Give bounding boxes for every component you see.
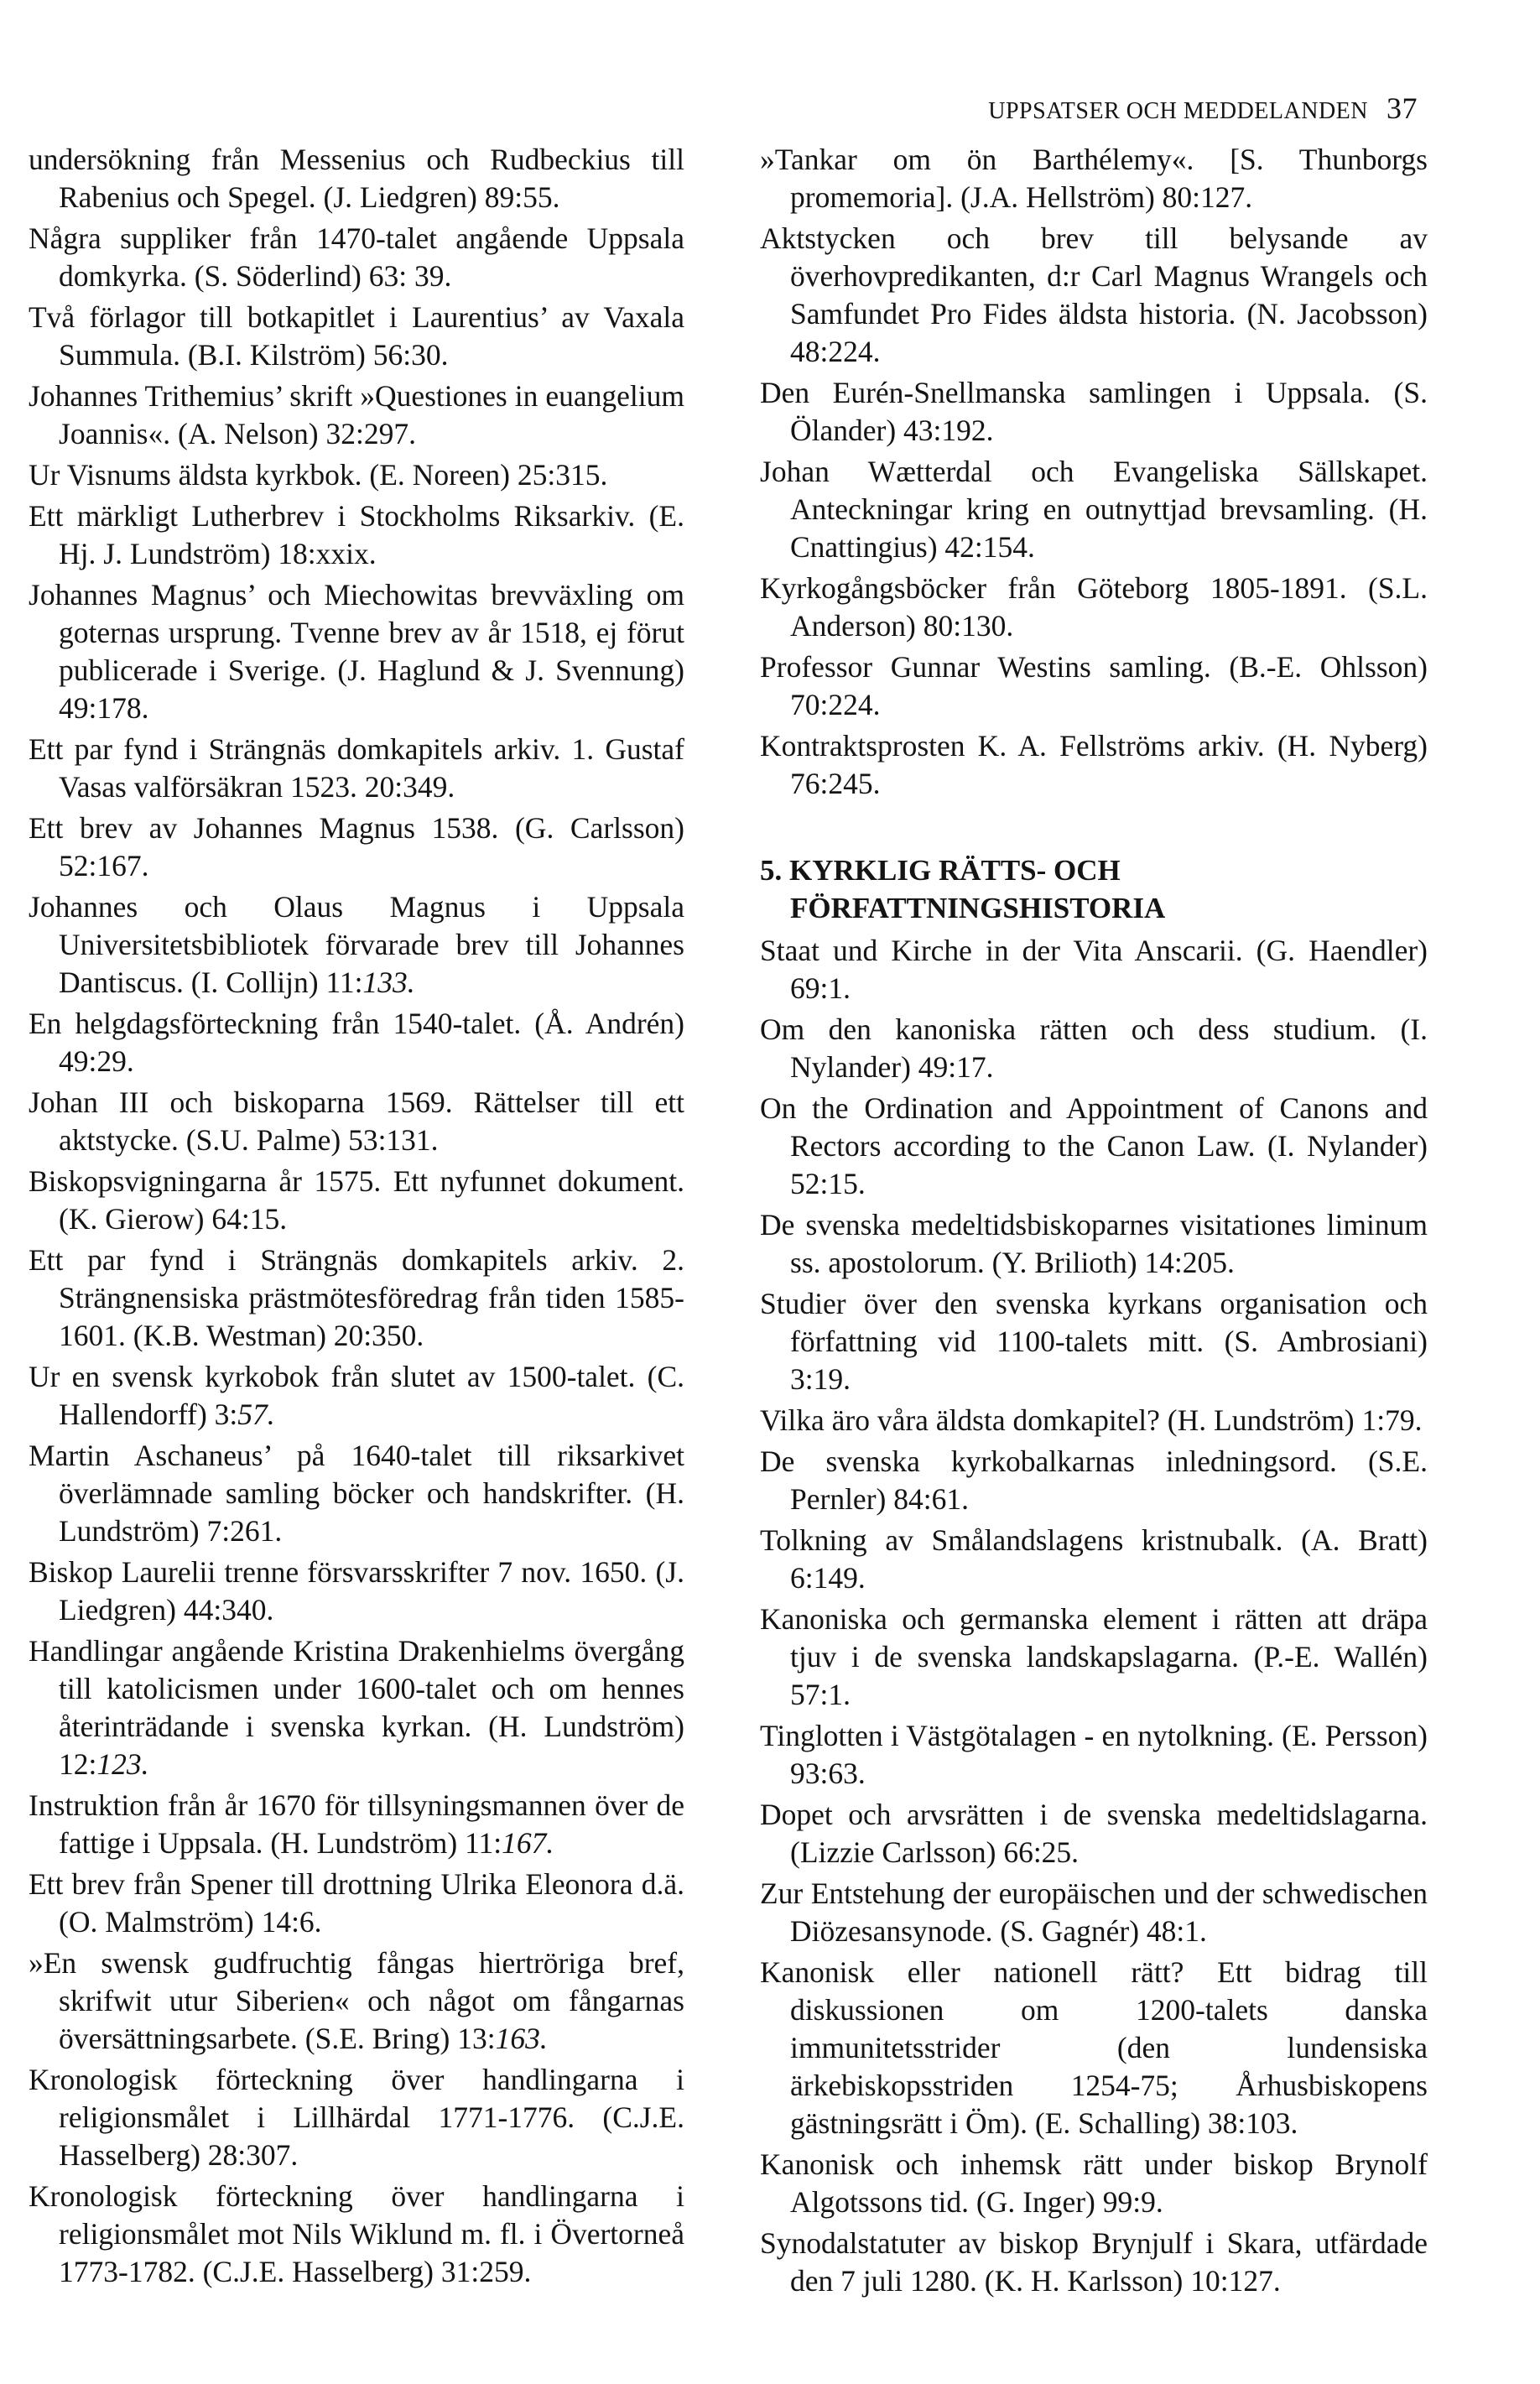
entry-page-italic: 133.: [362, 966, 415, 999]
bibliography-entry: [29, 576, 684, 727]
entry-page-italic: 167.: [502, 1826, 554, 1860]
entry-text: Kanonisk eller nationell rätt? Ett bidrag till diskussionen om 1200-talets danska immunitetsstrider (den lundensiska ärkebiskopsstriden 1254-75; Århusbiskopens gästningsrätt i Öm). (E. Schalling) 38:103.: [760, 1955, 1428, 2140]
bibliography-entry: [760, 648, 1428, 724]
section-heading: 5. KYRKLIG RÄTTS- OCH FÖRFATTNINGSHISTORIA: [760, 854, 1166, 924]
entry-text: Johannes Trithemius’ skrift »Questiones in euangelium Joannis«. (A. Nelson) 32:297.: [29, 379, 684, 450]
entry-text: Synodalstatuter av biskop Brynjulf i Skara, utfärdade den 7 juli 1280. (K. H. Karlsson) 10:127.: [760, 2226, 1428, 2298]
bibliography-entry: [760, 1717, 1428, 1793]
entry-text: »En swensk gudfruchtig fångas hiertröriga bref, skrifwit utur Siberien« och något om fångarnas översättningsarbete. (S.E. Bring) 13:: [29, 1946, 684, 2055]
entry-text: Zur Entstehung der europäischen und der schwedischen Diözesansynode. (S. Gagnér) 48:1.: [760, 1876, 1428, 1948]
entry-text: On the Ordination and Appointment of Canons and Rectors according to the Canon Law. (I. Nylander) 52:15.: [760, 1091, 1428, 1200]
entry-text: Ur Visnums äldsta kyrkbok. (E. Noreen) 25:315.: [29, 458, 608, 492]
running-header: [0, 91, 1418, 126]
entry-text: Tolkning av Smålandslagens kristnubalk. (A. Bratt) 6:149.: [760, 1523, 1428, 1595]
entry-text: Två förlagor till botkapitlet i Laurentius’ av Vaxala Summula. (B.I. Kilström) 56:30.: [29, 300, 684, 372]
bibliography-entry: [760, 2146, 1428, 2221]
bibliography-entry: [760, 1954, 1428, 2142]
entry-text: Tinglotten i Västgötalagen - en nytolkning. (E. Persson) 93:63.: [760, 1719, 1428, 1790]
entry-text: Johannes Magnus’ och Miechowitas brevväxling om goternas ursprung. Tvenne brev av år 1518, ej förut publicerade i Sverige. (J. Haglund & J. Svennung) 49:178.: [29, 578, 684, 725]
entry-text: Staat und Kirche in der Vita Anscarii. (G. Haendler) 69:1.: [760, 934, 1428, 1005]
entry-text: En helgdagsförteckning från 1540-talet. (Å. Andrén) 49:29.: [29, 1007, 684, 1078]
entry-text: Ett brev av Johannes Magnus 1538. (G. Carlsson) 52:167.: [29, 811, 684, 882]
entry-text: Kronologisk förteckning över handlingarna i religionsmålet mot Nils Wiklund m. fl. i Övertorneå 1773-1782. (C.J.E. Hasselberg) 31:259.: [29, 2179, 684, 2288]
entry-text: Martin Aschaneus’ på 1640-talet till riksarkivet överlämnade samling böcker och handskrifter. (H. Lundström) 7:261.: [29, 1439, 684, 1548]
right-column: [760, 141, 1428, 2303]
bibliography-entry: [760, 932, 1428, 1007]
bibliography-entry: [760, 1402, 1428, 1439]
entry-text: Ett par fynd i Strängnäs domkapitels arkiv. 2. Strängnensiska prästmötesföredrag från tiden 1585-1601. (K.B. Westman) 20:350.: [29, 1243, 684, 1352]
right-column-entries: [760, 141, 1428, 803]
bibliography-entry: [29, 141, 684, 216]
bibliography-entry: [760, 453, 1428, 566]
entry-text: Några suppliker från 1470-talet angående Uppsala domkyrka. (S. Söderlind) 63: 39.: [29, 221, 684, 293]
entry-text: Aktstycken och brev till belysande av överhovpredikanten, d:r Carl Magnus Wrangels och Samfundet Pro Fides äldsta historia. (N. Jacobsson) 48:224.: [760, 221, 1428, 368]
bibliography-entry: [29, 456, 684, 494]
bibliography-entry: [760, 220, 1428, 371]
entry-page-italic: 163.: [495, 2022, 548, 2055]
bibliography-entry: [29, 377, 684, 453]
entry-page-italic: 57.: [237, 1398, 275, 1431]
entry-text: Den Eurén-Snellmanska samlingen i Uppsala. (S. Ölander) 43:192.: [760, 376, 1428, 447]
entry-text: Kontraktsprosten K. A. Fellströms arkiv. (H. Nyberg) 76:245.: [760, 729, 1428, 800]
entry-text: Kronologisk förteckning över handlingarna i religionsmålet i Lillhärdal 1771-1776. (C.J.E. Hasselberg) 28:307.: [29, 2063, 684, 2172]
bibliography-entry: [29, 1084, 684, 1159]
bibliography-entry: [760, 2225, 1428, 2300]
bibliography-entry: [760, 1601, 1428, 1714]
entry-text: Vilka äro våra äldsta domkapitel? (H. Lundström) 1:79.: [760, 1403, 1423, 1437]
bibliography-entry: [760, 1090, 1428, 1203]
bibliography-entry: [29, 1632, 684, 1783]
entry-text: De svenska kyrkobalkarnas inledningsord. (S.E. Pernler) 84:61.: [760, 1444, 1428, 1516]
entry-text: De svenska medeltidsbiskoparnes visitationes liminum ss. apostolorum. (Y. Brilioth) 14:205.: [760, 1208, 1428, 1279]
bibliography-entry: [760, 1522, 1428, 1597]
bibliography-entry: [29, 731, 684, 806]
bibliography-entry: [760, 374, 1428, 450]
entry-text: Johannes och Olaus Magnus i Uppsala Universitetsbibliotek förvarade brev till Johannes Dantiscus. (I. Collijn) 11:: [29, 890, 684, 999]
bibliography-entry: [29, 1163, 684, 1238]
entry-text: Om den kanoniska rätten och dess studium. (I. Nylander) 49:17.: [760, 1012, 1428, 1084]
entry-text: Dopet och arvsrätten i de svenska medeltidslagarna. (Lizzie Carlsson) 66:25.: [760, 1798, 1428, 1869]
section-entries: [760, 932, 1428, 2300]
bibliography-entry: [760, 1011, 1428, 1086]
bibliography-entry: [29, 1358, 684, 1434]
bibliography-entry: [760, 570, 1428, 645]
bibliography-entry: [29, 809, 684, 885]
entry-text: Instruktion från år 1670 för tillsyningsmannen över de fattige i Uppsala. (H. Lundström) 11:: [29, 1788, 684, 1860]
bibliography-entry: [760, 141, 1428, 216]
entry-text: Johan Wætterdal och Evangeliska Sällskapet. Anteckningar kring en outnyttjad brevsamling. (H. Cnattingius) 42:154.: [760, 455, 1428, 564]
entry-text: Ur en svensk kyrkobok från slutet av 1500-talet. (C. Hallendorff) 3:: [29, 1360, 684, 1431]
bibliography-entry: [29, 1554, 684, 1629]
bibliography-entry: [29, 497, 684, 573]
bibliography-entry: [29, 299, 684, 374]
bibliography-entry: [29, 1866, 684, 1941]
page-number: 37: [1387, 91, 1418, 125]
entry-text: Ett brev från Spener till drottning Ulrika Eleonora d.ä. (O. Malmström) 14:6.: [29, 1867, 684, 1939]
bibliography-entry: [29, 1437, 684, 1550]
entry-text: Ett märkligt Lutherbrev i Stockholms Riksarkiv. (E. Hj. J. Lundström) 18:xxix.: [29, 499, 684, 570]
entry-text: Ett par fynd i Strängnäs domkapitels arkiv. 1. Gustaf Vasas valförsäkran 1523. 20:349.: [29, 732, 684, 804]
entry-text: Johan III och biskoparna 1569. Rättelser till ett aktstycke. (S.U. Palme) 53:131.: [29, 1085, 684, 1157]
entry-text: Biskopsvigningarna år 1575. Ett nyfunnet dokument. (K. Gierow) 64:15.: [29, 1164, 684, 1236]
bibliography-entry: [760, 727, 1428, 803]
bibliography-entry: [760, 1875, 1428, 1950]
entry-text: Studier över den svenska kyrkans organisation och författning vid 1100-talets mitt. (S. Ambrosiani) 3:19.: [760, 1287, 1428, 1396]
entry-text: Handlingar angående Kristina Drakenhielms övergång till katolicismen under 1600-talet och om hennes återinträdande i svenska kyrkan. (H. Lundström) 12:: [29, 1634, 684, 1781]
bibliography-entry: [760, 1796, 1428, 1871]
left-column: [29, 141, 684, 2294]
entry-page-italic: 123.: [96, 1747, 149, 1781]
bibliography-entry: [29, 1241, 684, 1355]
entry-text: undersökning från Messenius och Rudbeckius till Rabenius och Spegel. (J. Liedgren) 89:55.: [29, 143, 684, 214]
bibliography-entry: [29, 888, 684, 1002]
bibliography-entry: [29, 220, 684, 295]
bibliography-entry: [29, 1944, 684, 2058]
entry-text: Biskop Laurelii trenne försvarsskrifter 7 nov. 1650. (J. Liedgren) 44:340.: [29, 1555, 684, 1627]
running-title: UPPSATSER OCH MEDDELANDEN: [988, 98, 1368, 124]
bibliography-entry: [760, 1206, 1428, 1282]
bibliography-entry: [760, 1443, 1428, 1518]
bibliography-entry: [29, 2178, 684, 2291]
entry-text: »Tankar om ön Barthélemy«. [S. Thunborgs promemoria]. (J.A. Hellström) 80:127.: [760, 143, 1428, 214]
bibliography-entry: [29, 2061, 684, 2174]
bibliography-entry: [29, 1787, 684, 1862]
bibliography-entry: [760, 1285, 1428, 1398]
entry-text: Kanoniska och germanska element i rätten att dräpa tjuv i de svenska landskapslagarna. (P.-E. Wallén) 57:1.: [760, 1602, 1428, 1711]
entry-text: Kyrkogångsböcker från Göteborg 1805-1891. (S.L. Anderson) 80:130.: [760, 571, 1428, 643]
entry-text: Professor Gunnar Westins samling. (B.-E. Ohlsson) 70:224.: [760, 650, 1428, 721]
bibliography-entry: [29, 1005, 684, 1080]
entry-text: Kanonisk och inhemsk rätt under biskop Brynolf Algotssons tid. (G. Inger) 99:9.: [760, 2147, 1428, 2219]
